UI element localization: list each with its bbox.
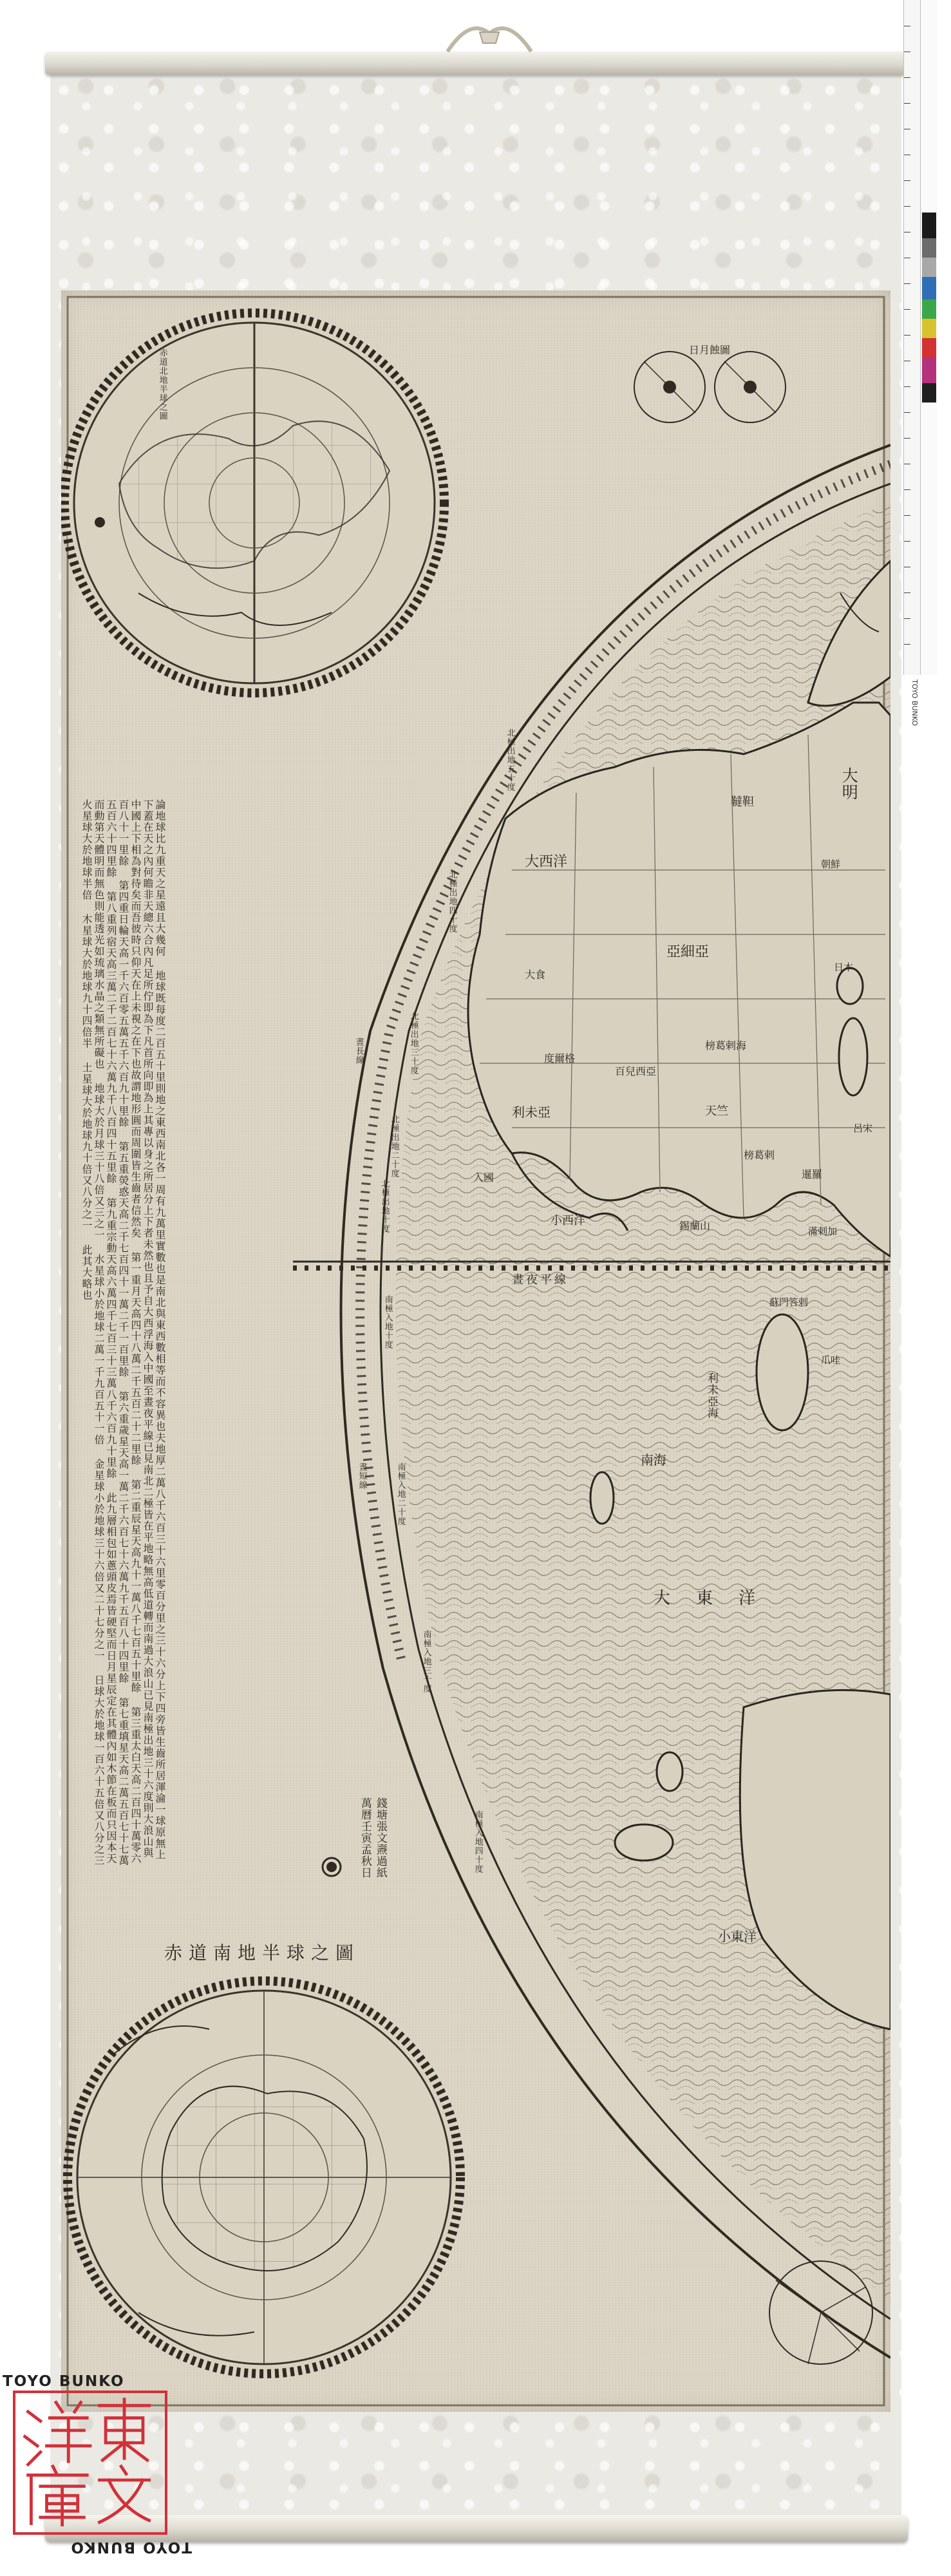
top-brocade-panel <box>50 75 901 290</box>
seal-glyphs <box>15 2393 165 2532</box>
place-ceylon: 錫蘭山 <box>679 1220 711 1232</box>
sea-south-sea: 南海 <box>641 1452 666 1468</box>
north-polar-hemisphere-map <box>64 313 444 693</box>
tropic-south-label: 晝短線 <box>357 1463 367 1490</box>
place-turk: 度爾格 <box>544 1052 576 1065</box>
sea-libya-sea: 利未亞海 <box>704 1372 718 1419</box>
south-lat-label-2: 南極入地二十度 <box>395 1463 406 1526</box>
stamp-caption-bottom: TOYO BUNKO <box>70 2539 192 2555</box>
south-lat-label-3: 南極入地三十度 <box>421 1630 431 1693</box>
ruler-label: TOYO BUNKO <box>910 679 919 726</box>
place-malacca: 滿剌加 <box>808 1226 838 1237</box>
place-tatar: 韃靼 <box>731 795 754 809</box>
place-japan: 日本 <box>834 961 854 973</box>
sea-small-east-ocean: 小東洋 <box>718 1929 757 1944</box>
bottom-brocade-panel <box>50 2412 901 2515</box>
author-name: 錢塘張文燾過紙 <box>373 1797 387 1879</box>
south-hemisphere-title: 赤道南地半球之圖 <box>164 1942 361 1964</box>
left-brocade-border <box>50 290 61 2412</box>
place-daming: 大明 <box>840 767 859 800</box>
equator-label: 晝夜平線 <box>512 1273 569 1287</box>
north-lat-label-2: 北極出地四十度 <box>447 870 457 933</box>
place-korea: 朝鮮 <box>821 858 841 870</box>
place-siam: 暹羅 <box>802 1168 823 1180</box>
place-java: 爪哇 <box>821 1354 841 1366</box>
place-bengal: 榜葛剌 <box>744 1149 775 1161</box>
place-daxiyang: 大西洋 <box>525 854 568 870</box>
place-persia: 百兒西亞 <box>615 1065 657 1077</box>
place-luzon: 呂宋 <box>853 1122 873 1134</box>
place-xiaoxiyang: 小西洋 <box>551 1214 585 1227</box>
hanging-cord <box>444 14 534 53</box>
stamp-caption-top: TOYO BUNKO <box>3 2373 125 2390</box>
measurement-ruler <box>903 0 921 675</box>
bottom-roller-rod <box>45 2515 908 2542</box>
toyo-bunko-seal <box>13 2391 167 2535</box>
sea-bengal-sea: 榜葛剌海 <box>705 1039 747 1052</box>
place-ruguo: 入國 <box>473 1171 494 1184</box>
north-lat-label-3: 北極出地三十度 <box>408 1012 419 1075</box>
north-hemisphere-title: 赤道北地半球之圖 <box>157 348 167 421</box>
top-roller-rod <box>45 52 908 75</box>
bottom-right-diagram <box>769 2261 872 2364</box>
color-calibration-strip <box>920 0 937 675</box>
place-asia: 亞細亞 <box>666 944 710 960</box>
right-brocade-border <box>890 290 901 2412</box>
south-polar-hemisphere-map <box>68 1981 460 2374</box>
place-libya: 利未亞 <box>512 1104 551 1120</box>
north-lat-label-5: 北極出地十度 <box>379 1179 390 1233</box>
eclipse-diagram <box>634 352 786 422</box>
place-sumatra: 蘇門答剌 <box>769 1296 809 1308</box>
south-lat-label-4: 南極入地四十度 <box>473 1810 483 1873</box>
author-date: 萬曆壬寅孟秋日 <box>358 1797 372 1879</box>
eclipse-diagram-title: 日月蝕圖 <box>689 344 731 356</box>
south-lat-label-1: 南極入地十度 <box>382 1295 393 1349</box>
tropic-north-label: 晝長線 <box>353 1037 364 1065</box>
north-lat-label-4: 北極出地二十度 <box>389 1115 399 1178</box>
place-dashi: 大食 <box>525 969 546 981</box>
place-tianzhu: 天竺 <box>705 1104 728 1118</box>
essay-body: 論地球比九重天之星遠且大幾何 地球既每度二百五十里則地之東西南北各一周有九萬里實數也是南北與東西數相等而不容異也夫地厚二萬八千六百三十六里零百分里之三十六分上下四旁皆生齒所居渾淪一球原無上下蓋在天之內何瞻非天總六合內凡足所佇即為下凡首所向即為上其專以身之所居分上下者未然也且予自大西浮海入中國至晝夜平線已見南北二極皆在平地略無高低道轉而南過大浪山已見南極出地三十六度則大浪山與中國上下相為對待矣而吾彼時只仰天在上未視之在下也故謂地形圓而周圍皆生齒者信然矣 第一重月天高四十八萬二千五百二十二里餘 第二重辰星天高九十一萬八千七百五十里餘 第三重太白天高二百四十萬零六百八十一里餘 第四重日輪天高一千六百零五萬五千六百九十里餘 第五重熒惑天高二千七百四十一萬二千一百里餘 第六重歲星天高一萬二千六百七十六萬九千五百八十四里餘 第七重填星天高二萬五百七十七萬五百六十四里餘 第八重列宿天高三萬二千二百七十六萬九千八百四十五里餘 第九重宗動天高六萬四千七百三十三萬八千六百九十里餘 此九層相包如蔥頭皮焉皆硬堅而日月星辰定在其體內如木節在板而只因本天而動第天體明而無色則能透光如琉璃水晶之類無所礙也 地球大於月球三十八倍又三之一 水星球小於地球二萬一千九百五十一倍 金星球小於地球三十六倍又二十七分之一 日球大於地球一百六十五倍又八分之三 火星球大於地球半倍 木星球大於地球九十四倍半 土星球大於地球九十倍又八分之一 此其大略也 <box>80 799 166 1866</box>
sea-great-east-ocean: 大東洋 <box>654 1589 782 1608</box>
north-lat-label-1: 北極出地五十度 <box>505 728 515 791</box>
essay-text-block <box>80 799 335 1868</box>
world-map-sheet <box>61 290 890 2412</box>
